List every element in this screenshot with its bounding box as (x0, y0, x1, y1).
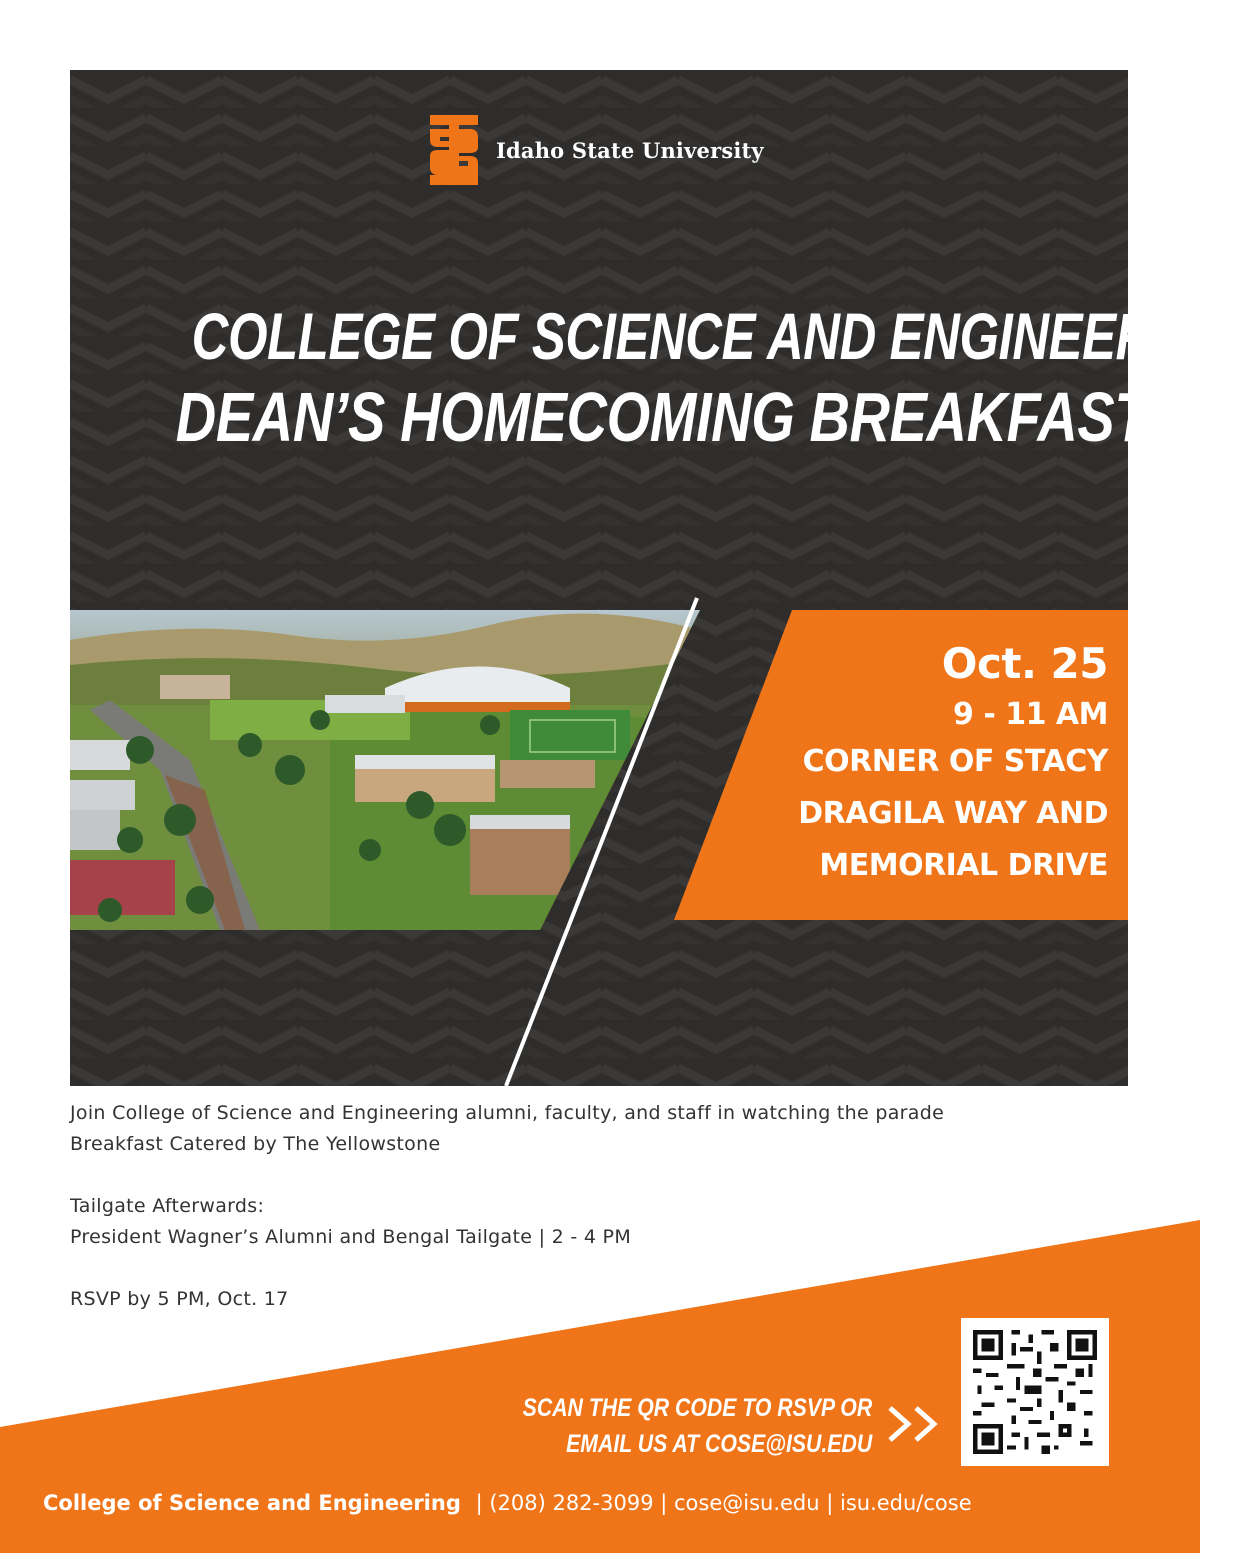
rsvp-qr-code[interactable] (961, 1318, 1109, 1466)
chevron-pattern-background (70, 70, 1241, 1086)
event-location-line3: MEMORIAL DRIVE (819, 848, 1108, 883)
tailgate-heading: Tailgate Afterwards: (70, 1195, 265, 1217)
cta-line2[interactable]: EMAIL US AT COSE@ISU.EDU (565, 1430, 872, 1458)
tailgate-detail: President Wagner’s Alumni and Bengal Tailgate | 2 - 4 PM (70, 1226, 632, 1248)
rsvp-call-to-action (523, 1390, 872, 1462)
footer-contact (43, 1486, 972, 1520)
event-date: Oct. 25 (941, 639, 1108, 688)
details-line1: Join College of Science and Engineering alumni, faculty, and staff in watching the parade (70, 1102, 945, 1124)
rsvp-deadline: RSVP by 5 PM, Oct. 17 (70, 1288, 289, 1310)
footer-college-name: College of Science and Engineering (43, 1491, 461, 1515)
event-title-line2: DEAN’S HOMECOMING BREAKFAST (175, 378, 1149, 456)
double-chevron-right-icon (884, 1402, 946, 1446)
event-info (798, 638, 1108, 892)
university-logo (430, 115, 764, 185)
event-location-line1: CORNER OF STACY (802, 744, 1108, 779)
university-name: Idaho State University (496, 137, 764, 163)
hero-panel (70, 70, 1241, 1086)
isu-logo-icon (430, 115, 478, 185)
cta-line1: SCAN THE QR CODE TO RSVP OR (522, 1394, 872, 1422)
event-title-line1: COLLEGE OF SCIENCE AND ENGINEERING (191, 299, 1241, 373)
details-line2: Breakfast Catered by The Yellowstone (70, 1133, 441, 1155)
event-location-line2: DRAGILA WAY AND (798, 796, 1108, 831)
campus-aerial-photo (70, 610, 700, 930)
event-info-panel (674, 610, 1128, 920)
footer-contact-info[interactable]: | (208) 282-3099 | cose@isu.edu | isu.edu/cose (475, 1491, 972, 1515)
qr-code-icon (973, 1330, 1097, 1454)
event-time: 9 - 11 AM (953, 697, 1108, 732)
